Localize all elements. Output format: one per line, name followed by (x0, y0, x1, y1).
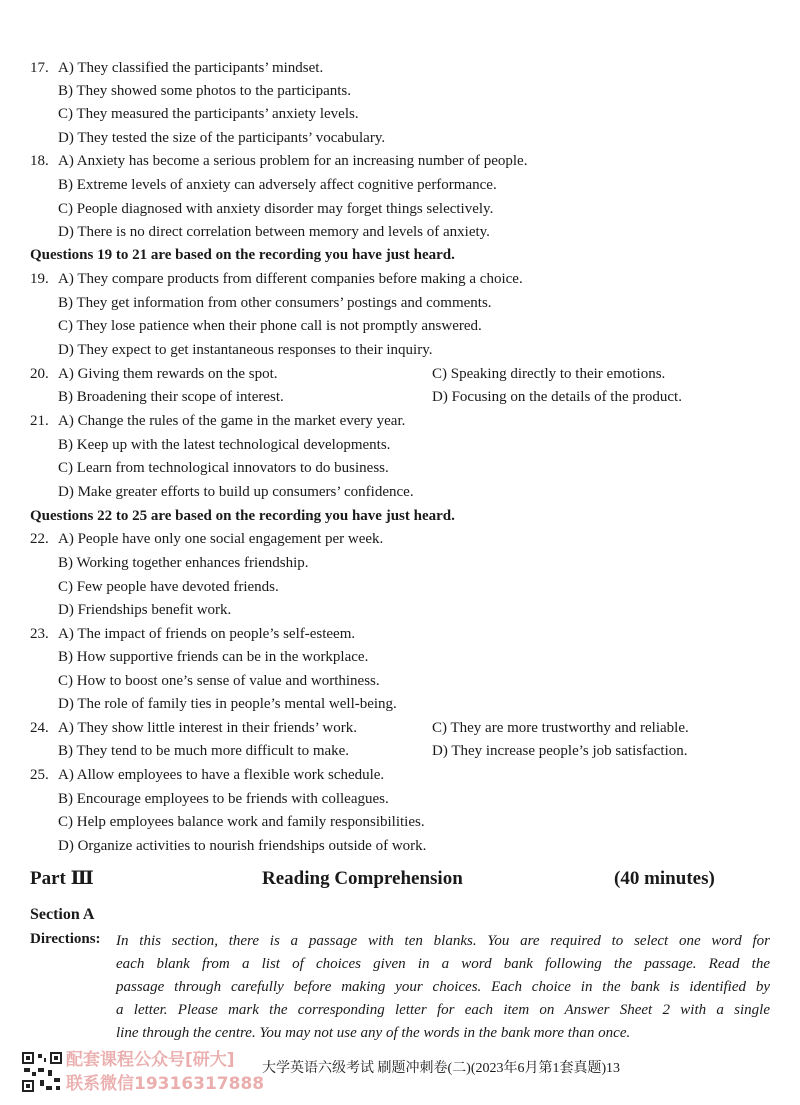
question-number: 18. (30, 153, 49, 169)
directions-line: each blank from a list of choices given in a word bank following the passage. Read the (116, 956, 770, 972)
option-c: C) They measured the participants’ anxiety levels. (58, 106, 359, 122)
watermark-line-1: 配套课程公众号[研大] (66, 1050, 235, 1070)
qr-code-icon (20, 1050, 64, 1094)
question-number: 23. (30, 626, 49, 642)
option-a: A) Allow employees to have a flexible work schedule. (58, 767, 385, 783)
option-b: B) They get information from other consumers’ postings and comments. (58, 295, 492, 311)
part-label: Part Ⅲ (30, 868, 94, 889)
option-c: C) How to boost one’s sense of value and worthiness. (58, 673, 380, 689)
option-b: B) Keep up with the latest technological developments. (58, 437, 391, 453)
option-d: D) Friendships benefit work. (58, 602, 232, 618)
option-d: D) Focusing on the details of the product. (432, 389, 682, 405)
option-a: A) Change the rules of the game in the market every year. (58, 413, 406, 429)
page-number: 13 (606, 1061, 620, 1076)
option-c: C) People diagnosed with anxiety disorder may forget things selectively. (58, 201, 494, 217)
option-c: C) Help employees balance work and family responsibilities. (58, 814, 425, 830)
option-d: D) They tested the size of the participants’ vocabulary. (58, 130, 386, 146)
option-d: D) There is no direct correlation between memory and levels of anxiety. (58, 224, 490, 240)
footer-title: 大学英语六级考试 刷题冲刺卷(二)(2023年6月第1套真题) (262, 1061, 607, 1076)
directions-line: passage through carefully before making your choices. Each choice in the bank is identified by (116, 979, 770, 995)
question-number: 20. (30, 366, 49, 382)
option-c: C) They are more trustworthy and reliable. (432, 720, 689, 736)
option-a: A) Anxiety has become a serious problem for an increasing number of people. (58, 153, 528, 169)
option-a: A) People have only one social engagement per week. (58, 531, 384, 547)
option-d: D) They expect to get instantaneous responses to their inquiry. (58, 342, 433, 358)
directions-line: line through the centre. You may not use any of the words in the bank more than once. (116, 1025, 631, 1041)
question-number: 24. (30, 720, 49, 736)
option-a: A) The impact of friends on people’s self-esteem. (58, 626, 356, 642)
option-a: A) They compare products from different companies before making a choice. (58, 271, 523, 287)
option-a: A) They show little interest in their friends’ work. (58, 720, 357, 736)
question-number: 25. (30, 767, 49, 783)
watermark-line-2: 联系微信19316317888 (66, 1074, 265, 1094)
section-heading-22-25: Questions 22 to 25 are based on the recording you have just heard. (30, 508, 455, 524)
question-number: 19. (30, 271, 49, 287)
directions-line: a letter. Please mark the corresponding letter for each item on Answer Sheet 2 with a single (116, 1002, 770, 1018)
section-heading-19-21: Questions 19 to 21 are based on the recording you have just heard. (30, 247, 455, 263)
option-b: B) They tend to be much more difficult to make. (58, 743, 350, 759)
option-c: C) Few people have devoted friends. (58, 579, 279, 595)
option-c: C) Learn from technological innovators to do business. (58, 460, 389, 476)
option-b: B) They showed some photos to the participants. (58, 83, 352, 99)
option-b: B) How supportive friends can be in the workplace. (58, 649, 369, 665)
option-b: B) Working together enhances friendship. (58, 555, 309, 571)
option-b: B) Encourage employees to be friends with colleagues. (58, 791, 389, 807)
directions-label: Directions: (30, 931, 101, 947)
option-a: A) Giving them rewards on the spot. (58, 366, 278, 382)
question-number: 17. (30, 60, 49, 76)
option-c: C) They lose patience when their phone call is not promptly answered. (58, 318, 482, 334)
option-d: D) They increase people’s job satisfaction. (432, 743, 688, 759)
option-a: A) They classified the participants’ mindset. (58, 60, 324, 76)
option-b: B) Extreme levels of anxiety can adversely affect cognitive performance. (58, 177, 497, 193)
option-d: D) Make greater efforts to build up consumers’ confidence. (58, 484, 414, 500)
part-title: Reading Comprehension (262, 868, 463, 889)
directions-line: In this section, there is a passage with ten blanks. You are required to select one word for (116, 933, 770, 949)
question-number: 22. (30, 531, 49, 547)
option-d: D) The role of family ties in people’s mental well-being. (58, 696, 397, 712)
option-d: D) Organize activities to nourish friendships outside of work. (58, 838, 427, 854)
part-time: (40 minutes) (614, 868, 715, 889)
section-a-heading: Section A (30, 906, 95, 923)
question-number: 21. (30, 413, 49, 429)
option-c: C) Speaking directly to their emotions. (432, 366, 666, 382)
option-b: B) Broadening their scope of interest. (58, 389, 284, 405)
